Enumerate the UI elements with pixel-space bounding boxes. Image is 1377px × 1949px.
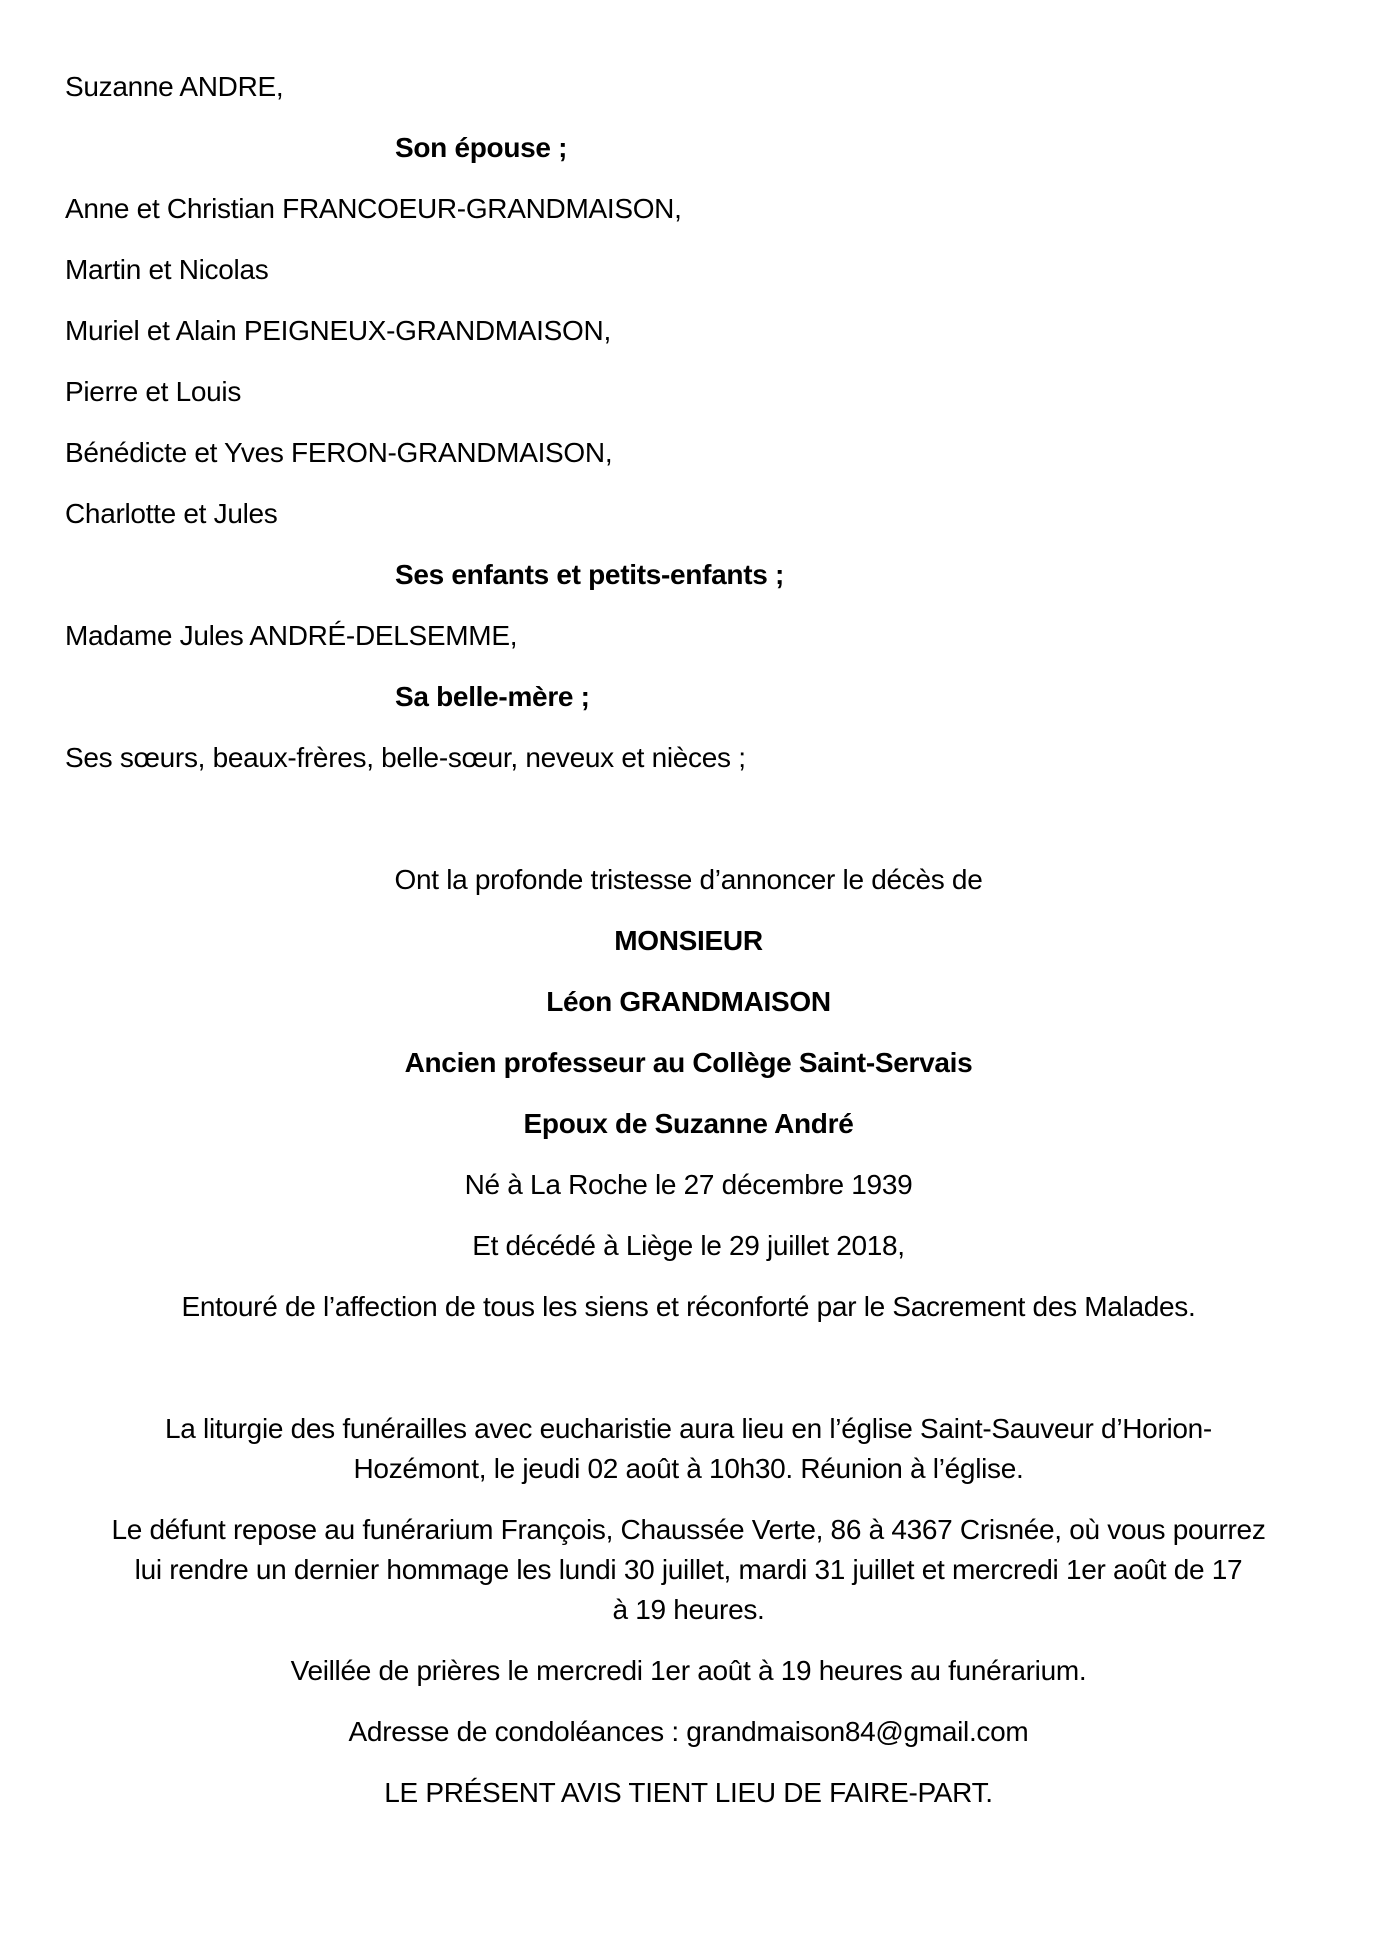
mother-in-law-name-line: Madame Jules ANDRÉ-DELSEMME, — [65, 620, 518, 651]
child-paragraph-3 — [65, 311, 1312, 351]
extended-family-line: Ses sœurs, beaux-frères, belle-sœur, neveux et nièces ; — [65, 742, 746, 773]
spouse-of-paragraph — [65, 1104, 1312, 1144]
child-line-1: Anne et Christian FRANCOEUR-GRANDMAISON, — [65, 193, 682, 224]
repose-line-3: à 19 heures. — [612, 1594, 765, 1625]
notice-paragraph — [65, 1773, 1312, 1813]
profession-line: Ancien professeur au Collège Saint-Servais — [404, 1047, 973, 1078]
mother-in-law-role-line: Sa belle-mère ; — [395, 681, 590, 712]
spouse-paragraph — [65, 67, 1312, 107]
mother-in-law-paragraph — [65, 616, 1312, 656]
deceased-title-paragraph — [65, 921, 1312, 961]
child-paragraph-5 — [65, 433, 1312, 473]
child-paragraph-6 — [65, 494, 1312, 534]
deceased-name-paragraph — [65, 982, 1312, 1022]
spouse-role-line: Son épouse ; — [395, 132, 568, 163]
vigil-paragraph — [65, 1651, 1312, 1691]
section-spacer-2 — [65, 1348, 1312, 1409]
child-paragraph-2 — [65, 250, 1312, 290]
notice-line: LE PRÉSENT AVIS TIENT LIEU DE FAIRE-PART. — [384, 1777, 993, 1808]
death-line: Et décédé à Liège le 29 juillet 2018, — [472, 1230, 905, 1261]
announcement-intro-line: Ont la profonde tristesse d’annoncer le décès de — [394, 864, 983, 895]
comfort-paragraph — [65, 1287, 1312, 1327]
liturgy-line-1: La liturgie des funérailles avec eucharistie aura lieu en l’église Saint-Sauveur d’Horion- — [165, 1413, 1212, 1444]
repose-line-2: lui rendre un dernier hommage les lundi 30 juillet, mardi 31 juillet et mercredi 1er août de 17 — [134, 1554, 1243, 1585]
child-line-2: Martin et Nicolas — [65, 254, 269, 285]
announcement-intro-paragraph — [65, 860, 1312, 900]
child-line-5: Bénédicte et Yves FERON-GRANDMAISON, — [65, 437, 613, 468]
mother-in-law-role-paragraph — [65, 677, 1312, 717]
liturgy-paragraph — [65, 1409, 1312, 1489]
spouse-of-line: Epoux de Suzanne André — [523, 1108, 854, 1139]
death-paragraph — [65, 1226, 1312, 1266]
children-role-paragraph — [65, 555, 1312, 595]
child-paragraph-4 — [65, 372, 1312, 412]
profession-paragraph — [65, 1043, 1312, 1083]
comfort-line: Entouré de l’affection de tous les siens et réconforté par le Sacrement des Malades. — [181, 1291, 1196, 1322]
liturgy-line-2: Hozémont, le jeudi 02 août à 10h30. Réunion à l’église. — [353, 1453, 1024, 1484]
child-line-3: Muriel et Alain PEIGNEUX-GRANDMAISON, — [65, 315, 611, 346]
deceased-title-line: MONSIEUR — [614, 925, 763, 956]
repose-line-1: Le défunt repose au funérarium François, Chaussée Verte, 86 à 4367 Crisnée, où vous pourrez — [111, 1514, 1266, 1545]
child-paragraph-1 — [65, 189, 1312, 229]
section-spacer-1 — [65, 799, 1312, 860]
child-line-6: Charlotte et Jules — [65, 498, 278, 529]
repose-paragraph — [65, 1510, 1312, 1630]
spouse-role-paragraph — [65, 128, 1312, 168]
extended-family-paragraph — [65, 738, 1312, 778]
birth-line: Né à La Roche le 27 décembre 1939 — [464, 1169, 913, 1200]
birth-paragraph — [65, 1165, 1312, 1205]
children-role-line: Ses enfants et petits-enfants ; — [395, 559, 785, 590]
child-line-4: Pierre et Louis — [65, 376, 242, 407]
condolences-paragraph — [65, 1712, 1312, 1752]
deceased-name-line: Léon GRANDMAISON — [546, 986, 831, 1017]
spouse-name-line: Suzanne ANDRE, — [65, 71, 284, 102]
condolences-line: Adresse de condoléances : grandmaison84@gmail.com — [348, 1716, 1029, 1747]
vigil-line: Veillée de prières le mercredi 1er août à 19 heures au funérarium. — [290, 1655, 1087, 1686]
